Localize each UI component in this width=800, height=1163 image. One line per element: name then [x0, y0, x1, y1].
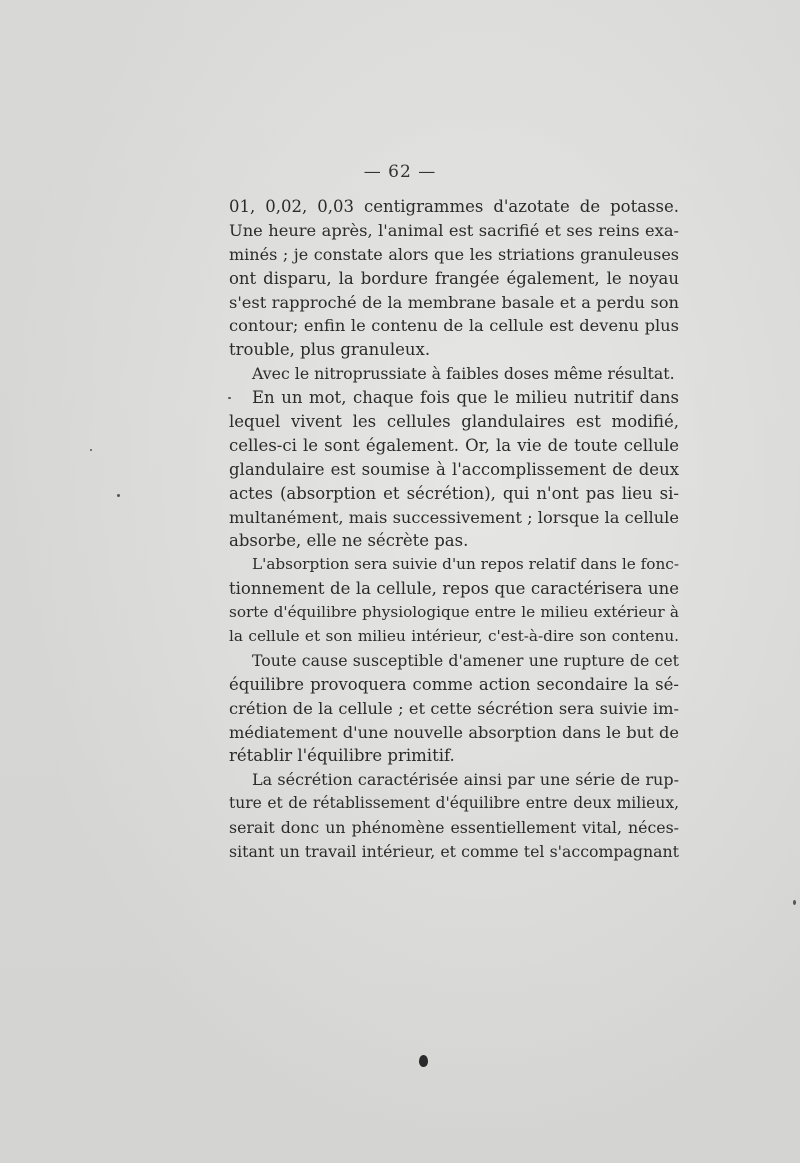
text-line: sitant un travail intérieur, et comme tel s'accompagnant	[229, 842, 679, 862]
text-line: la cellule et son milieu intérieur, c'est-à-dire son contenu.	[229, 627, 679, 646]
text-line: Toute cause susceptible d'amener une rupture de cet	[252, 650, 679, 670]
text-line: L'absorption sera suivie d'un repos relatif dans le fonc-	[252, 555, 679, 574]
text-line: 01, 0,02, 0,03 centigrammes d'azotate de potasse.	[229, 197, 679, 216]
ink-blot-ornament	[419, 1055, 428, 1067]
text-line: sorte d'équilibre physiologique entre le milieu extérieur à	[229, 603, 679, 622]
text-line: trouble, plus granuleux.	[229, 340, 431, 360]
text-line: absorbe, elle ne sécrète pas.	[229, 531, 469, 551]
text-line: équilibre provoquera comme action secondaire la sé-	[229, 674, 679, 694]
text-line: serait donc un phénomène essentiellement vital, néces-	[229, 818, 679, 838]
text-line: Avec le nitroprussiate à faibles doses même résultat.	[252, 364, 675, 384]
speck	[228, 397, 231, 399]
text-line: glandulaire est soumise à l'accomplissement de deux	[229, 459, 679, 479]
text-line: contour; enfin le contenu de la cellule est devenu plus	[229, 316, 679, 336]
text-line: médiatement d'une nouvelle absorption dans le but de	[229, 722, 679, 742]
speck	[90, 449, 92, 451]
speck	[793, 900, 796, 905]
text-line: minés ; je constate alors que les striations granuleuses	[229, 244, 679, 264]
text-line: La sécrétion caractérisée ainsi par une série de rup-	[252, 770, 679, 790]
text-line: rétablir l'équilibre primitif.	[229, 746, 455, 766]
text-line: multanément, mais successivement ; lorsque la cellule	[229, 507, 679, 527]
text-line: ont disparu, la bordure frangée également, le noyau	[229, 268, 679, 288]
text-line: lequel vivent les cellules glandulaires est modifié,	[229, 412, 679, 432]
text-line: celles-ci le sont également. Or, la vie de toute cellule	[229, 435, 679, 455]
page-number: — 62 —	[363, 162, 437, 182]
text-line: ture et de rétablissement d'équilibre entre deux milieux,	[229, 794, 679, 813]
text-line: tionnement de la cellule, repos que caractérisera une	[229, 579, 679, 599]
speck	[117, 494, 120, 497]
text-line: Une heure après, l'animal est sacrifié et ses reins exa-	[229, 220, 679, 240]
body-text	[229, 195, 679, 864]
text-line: s'est rapproché de la membrane basale et a perdu son	[229, 292, 679, 312]
text-line: En un mot, chaque fois que le milieu nutritif dans	[252, 388, 679, 408]
text-line: crétion de la cellule ; et cette sécrétion sera suivie im-	[229, 698, 679, 718]
text-line: actes (absorption et sécrétion), qui n'ont pas lieu si-	[229, 483, 679, 503]
